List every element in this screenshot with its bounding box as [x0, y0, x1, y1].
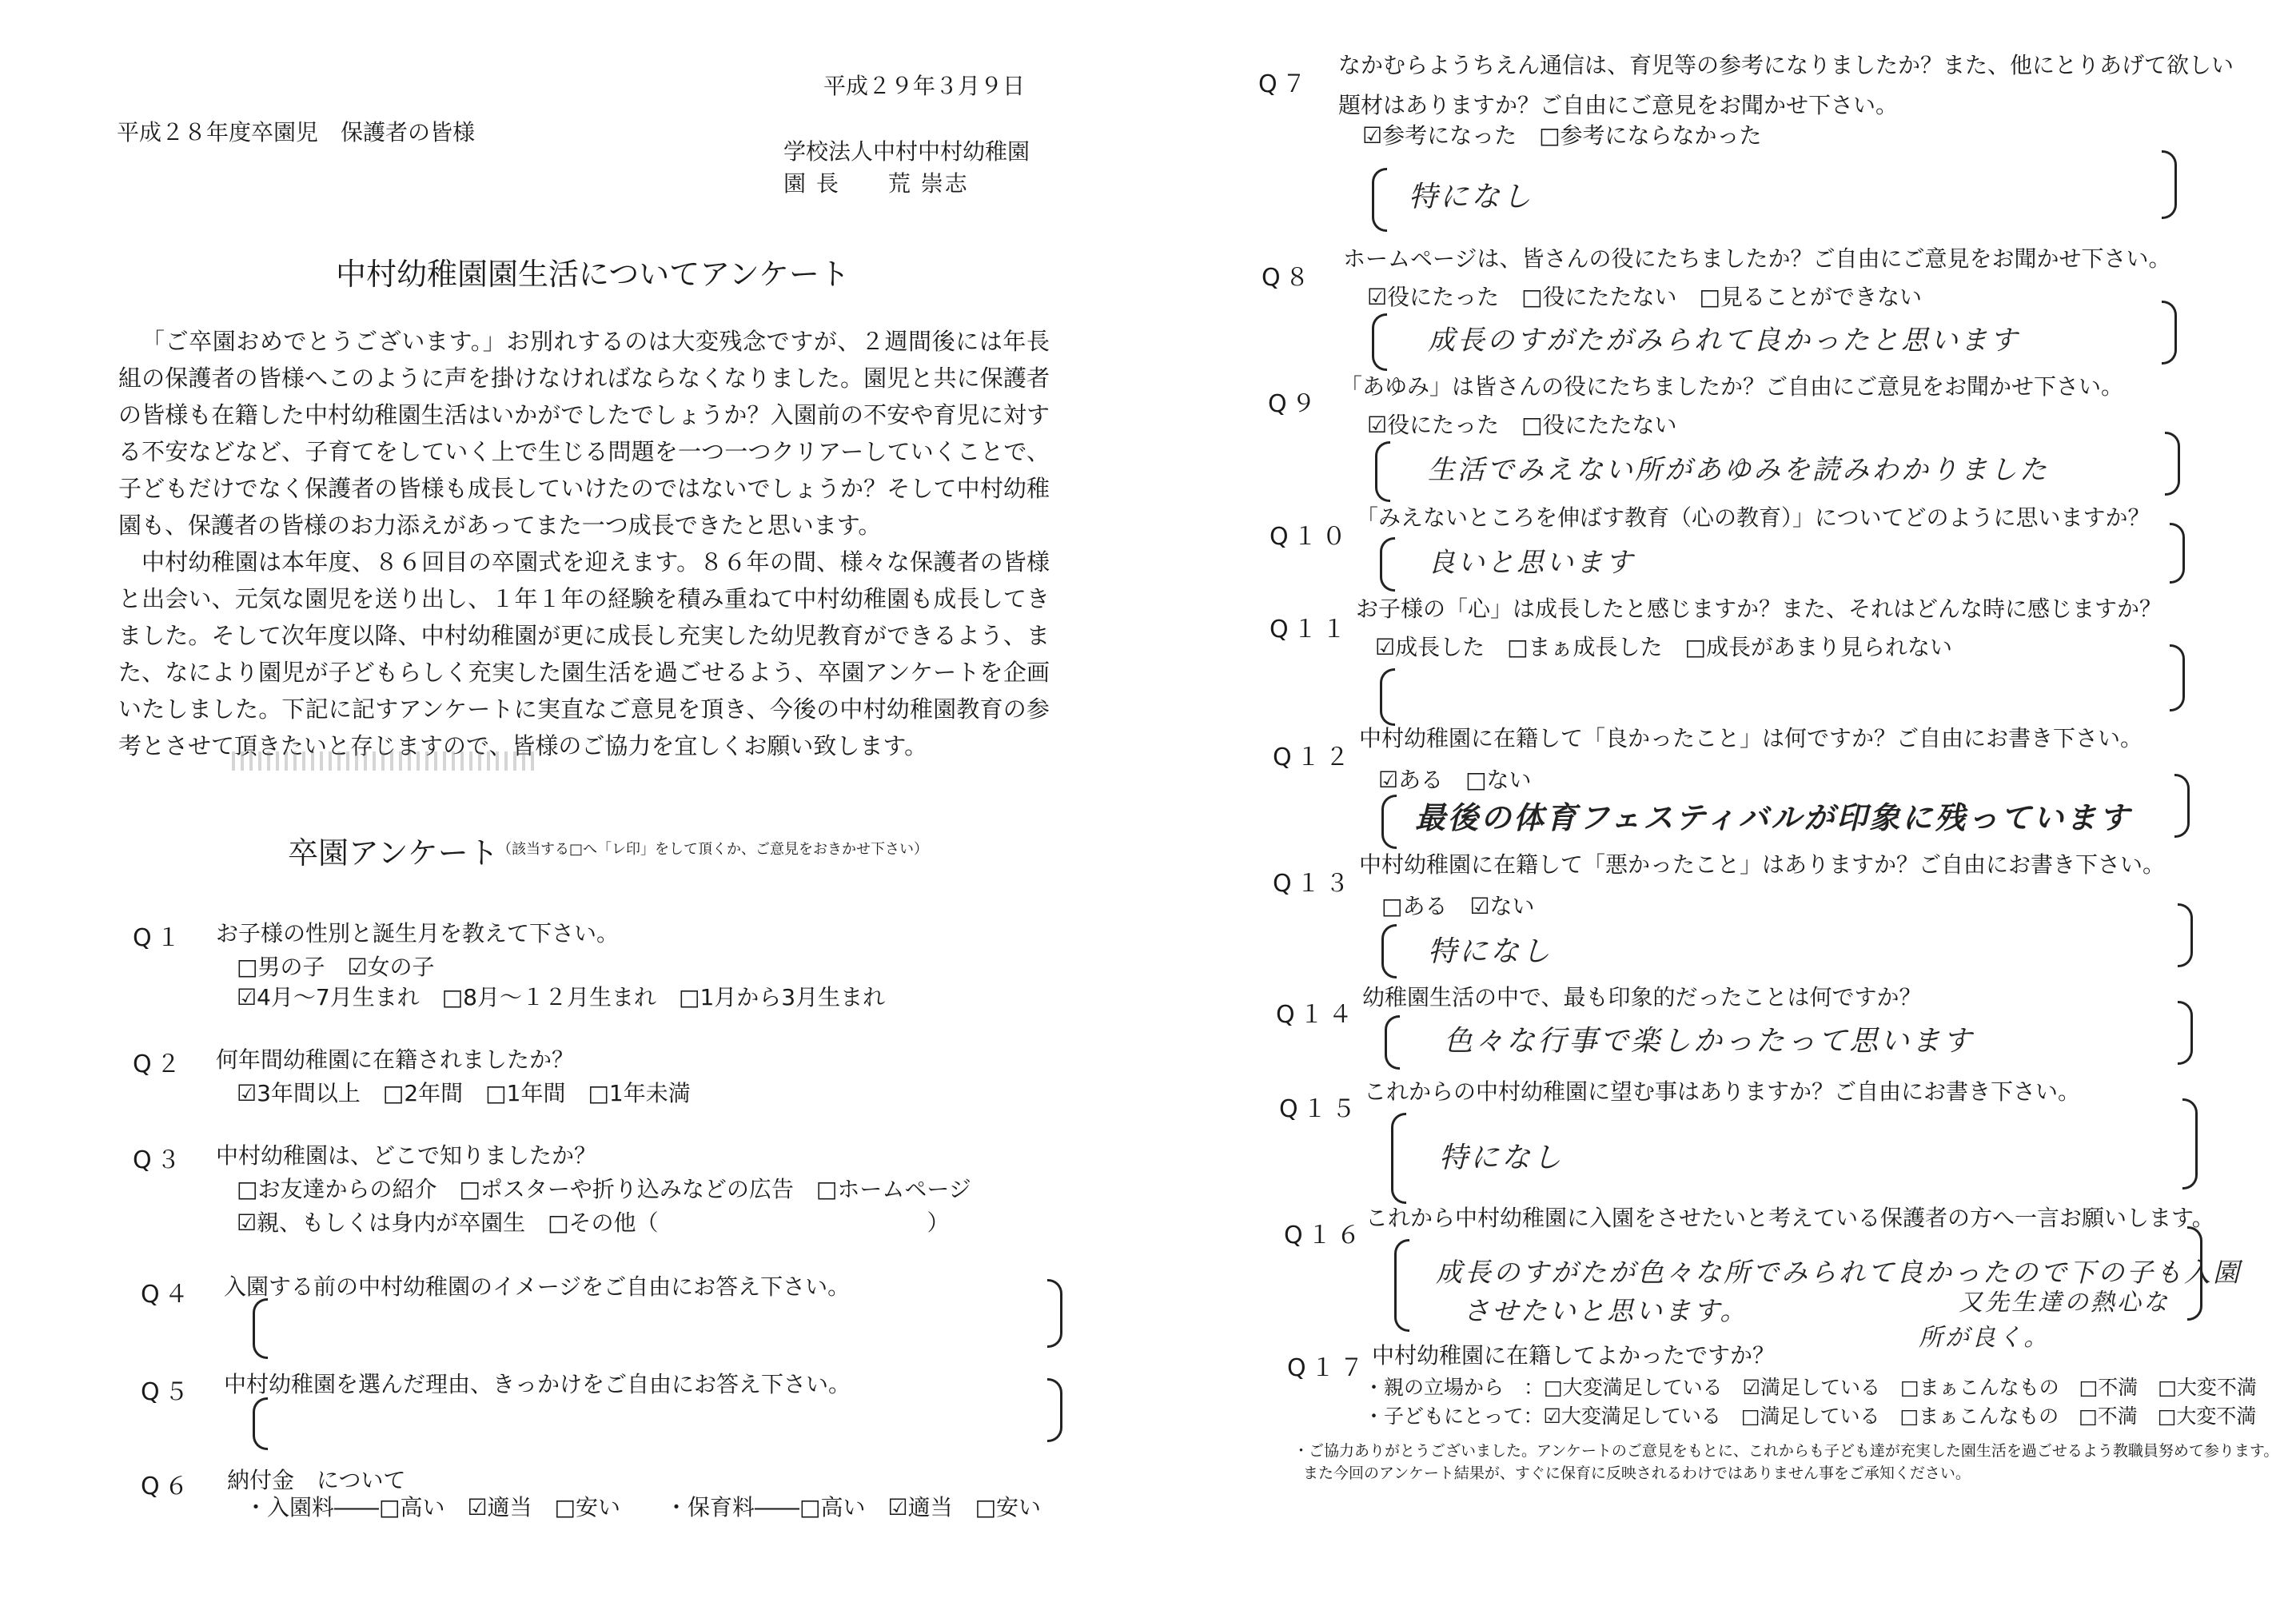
q1-options-gender[interactable]: □男の子 ☑女の子	[237, 954, 435, 980]
q7-answer-bracket-left	[1372, 168, 1387, 232]
q5-answer-bracket-left	[253, 1397, 268, 1450]
q14-question: 幼稚園生活の中で、最も印象的だったことは何ですか？	[1362, 984, 1922, 1010]
q7-question-line1: なかむらようちえん通信は、育児等の参考になりましたか？また、他にとりあげて欲しい	[1338, 52, 2234, 78]
q1-question: お子様の性別と誕生月を教えて下さい。	[216, 920, 620, 946]
principal-name: 園 長 荒 崇志	[783, 170, 969, 197]
q11-question: お子様の「心」は成長したと感じますか？また、それはどんな時に感じますか？	[1356, 596, 2162, 622]
q15-answer-bracket-left	[1391, 1113, 1406, 1204]
q15-question: これからの中村幼稚園に望む事はありますか？ご自由にお書き下さい。	[1364, 1078, 2081, 1105]
q14-handwritten-answer: 色々な行事で楽しかったって思います	[1444, 1025, 1975, 1058]
q6-options[interactable]: ・入園料――□高い ☑適当 □安い ・保育料――□高い ☑適当 □安い	[245, 1494, 1042, 1520]
q10-answer-bracket-right	[2170, 523, 2185, 584]
q11-options[interactable]: ☑成長した □まぁ成長した □成長があまり見られない	[1375, 634, 1953, 660]
q8-question: ホームページは、皆さんの役にたちましたか？ご自由にご意見をお聞かせ下さい。	[1343, 245, 2171, 272]
q9-handwritten-answer: 生活でみえない所があゆみを読みわかりました	[1428, 454, 2049, 486]
intro-text	[118, 323, 1050, 764]
q13-options[interactable]: □ある ☑ない	[1381, 893, 1535, 919]
q12-number: Q１２	[1273, 743, 1354, 771]
q16-handwritten-answer-line1: 成長のすがたが色々な所でみられて良かったので下の子も入園	[1436, 1257, 2242, 1288]
q8-handwritten-answer: 成長のすがたがみられて良かったと思います	[1428, 325, 2019, 357]
page-title: 中村幼稚園園生活についてアンケート	[336, 257, 850, 292]
q3-question: 中村幼稚園は、どこで知りましたか？	[216, 1142, 597, 1169]
q16-number: Q１６	[1284, 1221, 1365, 1249]
school-name: 学校法人中村中村幼稚園	[783, 138, 1030, 165]
q2-question: 何年間幼稚園に在籍されましたか？	[216, 1046, 575, 1073]
q8-answer-bracket-left	[1372, 313, 1387, 371]
q1-number: Q１	[133, 924, 185, 952]
q13-handwritten-answer: 特になし	[1428, 935, 1553, 968]
q7-question-line2: 題材はありますか？ご自由にご意見をお聞かせ下さい。	[1338, 92, 1899, 118]
q2-options[interactable]: ☑3年間以上 □2年間 □1年間 □1年未満	[237, 1080, 691, 1106]
addressee: 平成２８年度卒園児 保護者の皆様	[117, 119, 476, 145]
q16-question: これから中村幼稚園に入園をさせたいと考えている保護者の方へ一言お願いします。	[1365, 1205, 2214, 1231]
q16-answer-bracket-left	[1394, 1239, 1409, 1332]
q2-number: Q２	[133, 1050, 185, 1078]
footer-line-1: ・ご協力ありがとうございました。アンケートのご意見をもとに、これからも子ども達が充実した園生活を過ごせるよう教職員努めて参ります。	[1293, 1442, 2279, 1460]
q11-number: Q１１	[1270, 616, 1351, 644]
q16-handwritten-answer-line2: させたいと思います。	[1463, 1295, 1749, 1326]
q5-number: Q５	[141, 1378, 193, 1406]
q3-options-2[interactable]: ☑親、もしくは身内が卒園生 □その他（ ）	[237, 1210, 950, 1236]
q4-question: 入園する前の中村幼稚園のイメージをご自由にお答え下さい。	[224, 1273, 851, 1300]
q8-options[interactable]: ☑役にたった □役にたたない □見ることができない	[1367, 284, 1923, 310]
q3-number: Q３	[133, 1146, 185, 1174]
q17-question: 中村幼稚園に在籍してよかったですか？	[1372, 1342, 1776, 1369]
survey-instruction: （該当する□へ「レ印」をして頂くか、ご意見をおきかせ下さい）	[497, 841, 929, 858]
q16-handwritten-answer-line4: 所が良く。	[1919, 1324, 2051, 1352]
q9-answer-bracket-left	[1375, 441, 1390, 502]
q8-answer-bracket-right	[2162, 301, 2177, 365]
q17-parent-options[interactable]: ・親の立場から ：□大変満足している ☑満足している □まぁこんなもの □不満 □大変不満	[1364, 1376, 2257, 1399]
q4-number: Q４	[141, 1281, 193, 1309]
q13-number: Q１３	[1273, 870, 1354, 898]
q5-answer-bracket-right	[1047, 1378, 1062, 1442]
q17-child-options[interactable]: ・子どもにとって：☑大変満足している □満足している □まぁこんなもの □不満 □大変不満	[1364, 1405, 2257, 1428]
q10-question: 「みえないところを伸ばす教育（心の教育）」についてどのように思いますか？	[1356, 504, 2151, 531]
q1-options-birth[interactable]: ☑4月～7月生まれ □8月～１２月生まれ □1月から3月生まれ	[237, 984, 886, 1010]
q10-number: Q１０	[1270, 523, 1351, 551]
q7-answer-bracket-right	[2162, 150, 2177, 219]
intro-paragraph-2: 中村幼稚園は本年度、８６回目の卒園式を迎えます。８６年の間、様々な保護者の皆様と出会い、元気な園児を送り出し、１年１年の経験を積み重ねて中村幼稚園も成長してきました。そして次年度以降、中村幼稚園が更に成長し充実した幼児教育ができるよう、また、なにより園児が子どもらしく充実した園生活を過ごせるよう、卒園アンケートを企画いたしました。下記に記すアンケートに実直なご意見を頂き、今後の中村幼稚園教育の参考とさせて頂きたいと存じますので、皆様のご協力を宜しくお願い致します。	[118, 548, 1050, 759]
q9-options[interactable]: ☑役にたった □役にたたない	[1367, 412, 1677, 438]
q6-question: 納付金 について	[227, 1467, 406, 1493]
q14-answer-bracket-left	[1385, 1015, 1400, 1070]
q10-answer-bracket-left	[1380, 537, 1395, 592]
footer-line-2: また今回のアンケート結果が、すぐに保育に反映されるわけではありません事をご承知ください。	[1303, 1465, 1971, 1482]
q4-answer-bracket-right	[1047, 1279, 1062, 1348]
q11-answer-bracket-right	[2170, 644, 2185, 711]
q12-handwritten-answer: 最後の体育フェスティバルが印象に残っています	[1415, 799, 2132, 835]
q10-handwritten-answer: 良いと思います	[1428, 547, 1635, 579]
q7-options[interactable]: ☑参考になった □参考にならなかった	[1362, 122, 1762, 149]
q9-question: 「あゆみ」は皆さんの役にたちましたか？ご自由にご意見をお聞かせ下さい。	[1340, 373, 2124, 400]
q13-question: 中村幼稚園に在籍して「悪かったこと」はありますか？ご自由にお書き下さい。	[1359, 851, 2166, 878]
q6-number: Q６	[141, 1473, 193, 1500]
q11-answer-bracket-left	[1380, 668, 1395, 726]
q7-handwritten-answer: 特になし	[1409, 181, 1534, 213]
q5-question: 中村幼稚園を選んだ理由、きっかけをご自由にお答え下さい。	[224, 1371, 851, 1397]
q3-options-1[interactable]: □お友達からの紹介 □ポスターや折り込みなどの広告 □ホームページ	[237, 1176, 971, 1202]
date: 平成２９年３月９日	[823, 73, 1026, 99]
q8-number: Q８	[1262, 264, 1314, 292]
q12-answer-bracket-right	[2174, 774, 2190, 838]
q13-answer-bracket-right	[2178, 903, 2193, 967]
q15-number: Q１５	[1279, 1095, 1361, 1123]
q12-options[interactable]: ☑ある □ない	[1378, 767, 1532, 793]
q16-handwritten-answer-line3: 又先生達の熱心な	[1959, 1289, 2170, 1317]
q14-number: Q１４	[1276, 1001, 1357, 1029]
q17-number: Q１７	[1287, 1354, 1369, 1382]
scan-smudge	[232, 751, 536, 771]
q7-number: Q７	[1258, 70, 1311, 98]
q12-answer-bracket-left	[1381, 795, 1397, 849]
survey-title: 卒園アンケート	[288, 835, 499, 871]
q12-question: 中村幼稚園に在籍して「良かったこと」は何ですか？ご自由にお書き下さい。	[1359, 725, 2143, 751]
q4-answer-bracket-left	[253, 1298, 268, 1359]
q15-answer-bracket-right	[2182, 1098, 2198, 1190]
q15-handwritten-answer: 特になし	[1439, 1142, 1565, 1174]
q13-answer-bracket-left	[1381, 924, 1397, 978]
intro-paragraph-1: 「ご卒園おめでとうございます。」お別れするのは大変残念ですが、２週間後には年長組の保護者の皆様へこのように声を掛けなければならなくなりました。園児と共に保護者の皆様も在籍した中村幼稚園生活はいかがでしたでしょうか？入園前の不安や育児に対する不安などなど、子育てをしていく上で生じる問題を一つ一つクリアーしていくことで、子どもだけでなく保護者の皆様も成長していけたのではないでしょうか？そして中村幼稚園も、保護者の皆様のお力添えがあってまた一つ成長できたと思います。	[118, 328, 1050, 539]
q14-answer-bracket-right	[2178, 1001, 2193, 1065]
q9-number: Q９	[1268, 390, 1321, 418]
q9-answer-bracket-right	[2165, 432, 2180, 496]
